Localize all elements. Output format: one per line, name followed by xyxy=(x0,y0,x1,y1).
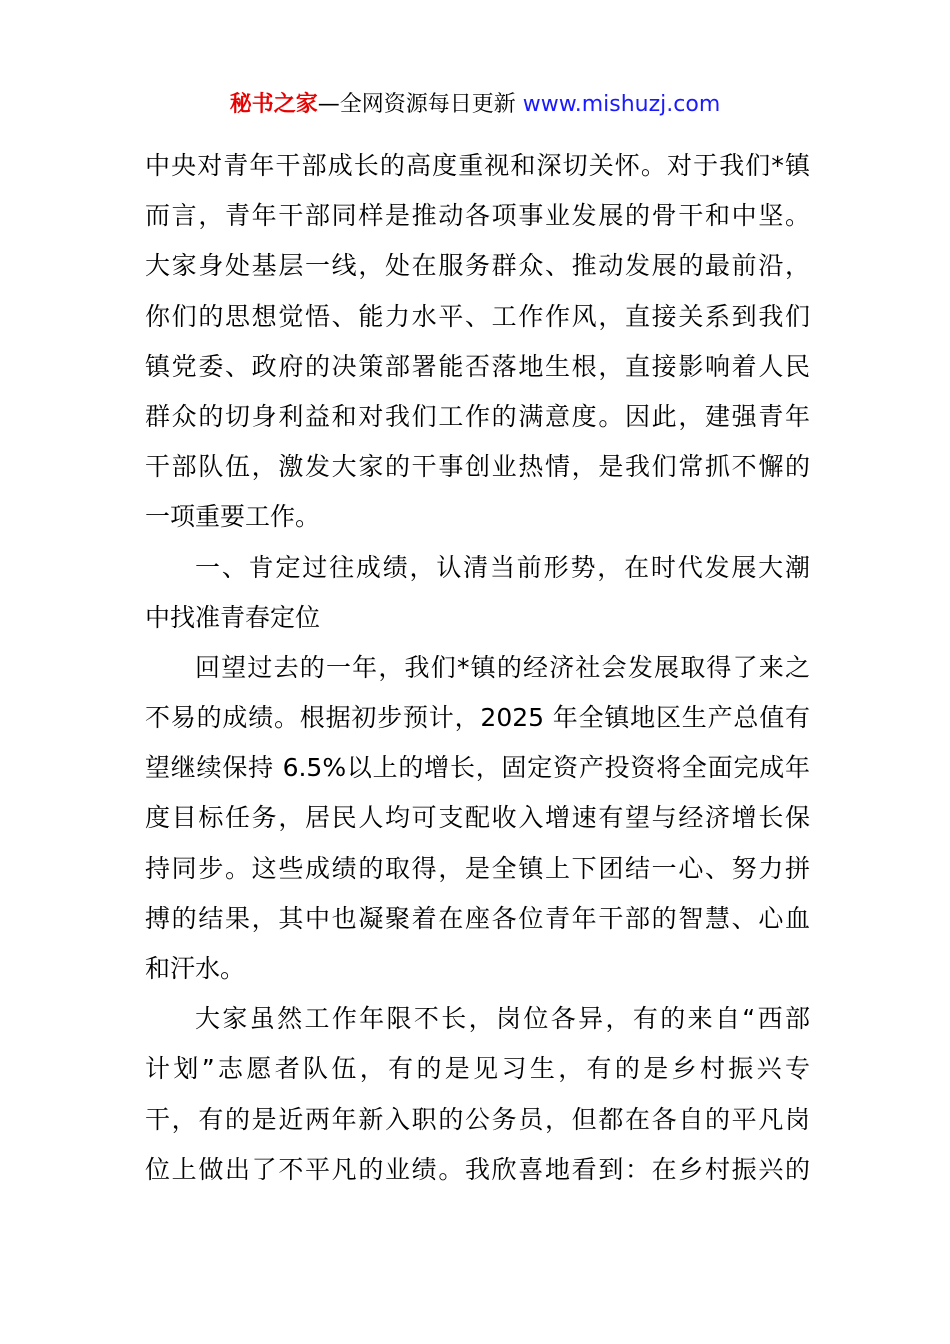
document-body xyxy=(145,141,810,1195)
text-line: 你们的思想觉悟、能力水平、工作作风，直接关系到我们 xyxy=(145,301,810,331)
text-line: 搏的结果，其中也凝聚着在座各位青年干部的智慧、心血 xyxy=(145,903,810,933)
text-line: 度目标任务，居民人均可支配收入增速有望与经济增长保 xyxy=(145,803,810,833)
text-line: 干部队伍，激发大家的干事创业热情，是我们常抓不懈的 xyxy=(145,452,810,482)
site-url-link[interactable]: www.mishuzj.com xyxy=(522,92,721,117)
section-heading-line: 中找准青春定位 xyxy=(145,602,321,632)
text-line: 望继续保持 6.5%以上的增长，固定资产投资将全面完成年 xyxy=(145,753,810,783)
text-line: 中央对青年干部成长的高度重视和深切关怀。对于我们*镇 xyxy=(145,151,810,180)
text-line: 位上做出了不平凡的业绩。我欣喜地看到：在乡村振兴的 xyxy=(145,1154,810,1184)
text-line: 计划”志愿者队伍，有的是见习生，有的是乡村振兴专 xyxy=(145,1054,810,1084)
text-line: 一项重要工作。 xyxy=(145,502,321,532)
section-heading-line: 一、肯定过往成绩，认清当前形势，在时代发展大潮 xyxy=(195,552,810,582)
text-line: 群众的切身利益和对我们工作的满意度。因此，建强青年 xyxy=(145,401,810,431)
text-line: 大家身处基层一线，处在服务群众、推动发展的最前沿， xyxy=(145,251,810,281)
text-line: 和汗水。 xyxy=(145,954,246,983)
text-line: 大家虽然工作年限不长，岗位各异，有的来自“西部 xyxy=(195,1004,810,1034)
text-line: 镇党委、政府的决策部署能否落地生根，直接影响着人民 xyxy=(145,351,810,381)
header-tagline: —全网资源每日更新 xyxy=(317,92,516,117)
text-line: 持同步。这些成绩的取得，是全镇上下团结一心、努力拼 xyxy=(145,853,810,883)
brand-name: 秘书之家 xyxy=(229,92,318,117)
page-header xyxy=(0,88,950,122)
text-line: 而言，青年干部同样是推动各项事业发展的骨干和中坚。 xyxy=(145,201,810,231)
text-line: 不易的成绩。根据初步预计，2025 年全镇地区生产总值有 xyxy=(145,703,810,733)
text-line: 干，有的是近两年新入职的公务员，但都在各自的平凡岗 xyxy=(145,1104,810,1134)
text-line: 回望过去的一年，我们*镇的经济社会发展取得了来之 xyxy=(195,652,810,682)
